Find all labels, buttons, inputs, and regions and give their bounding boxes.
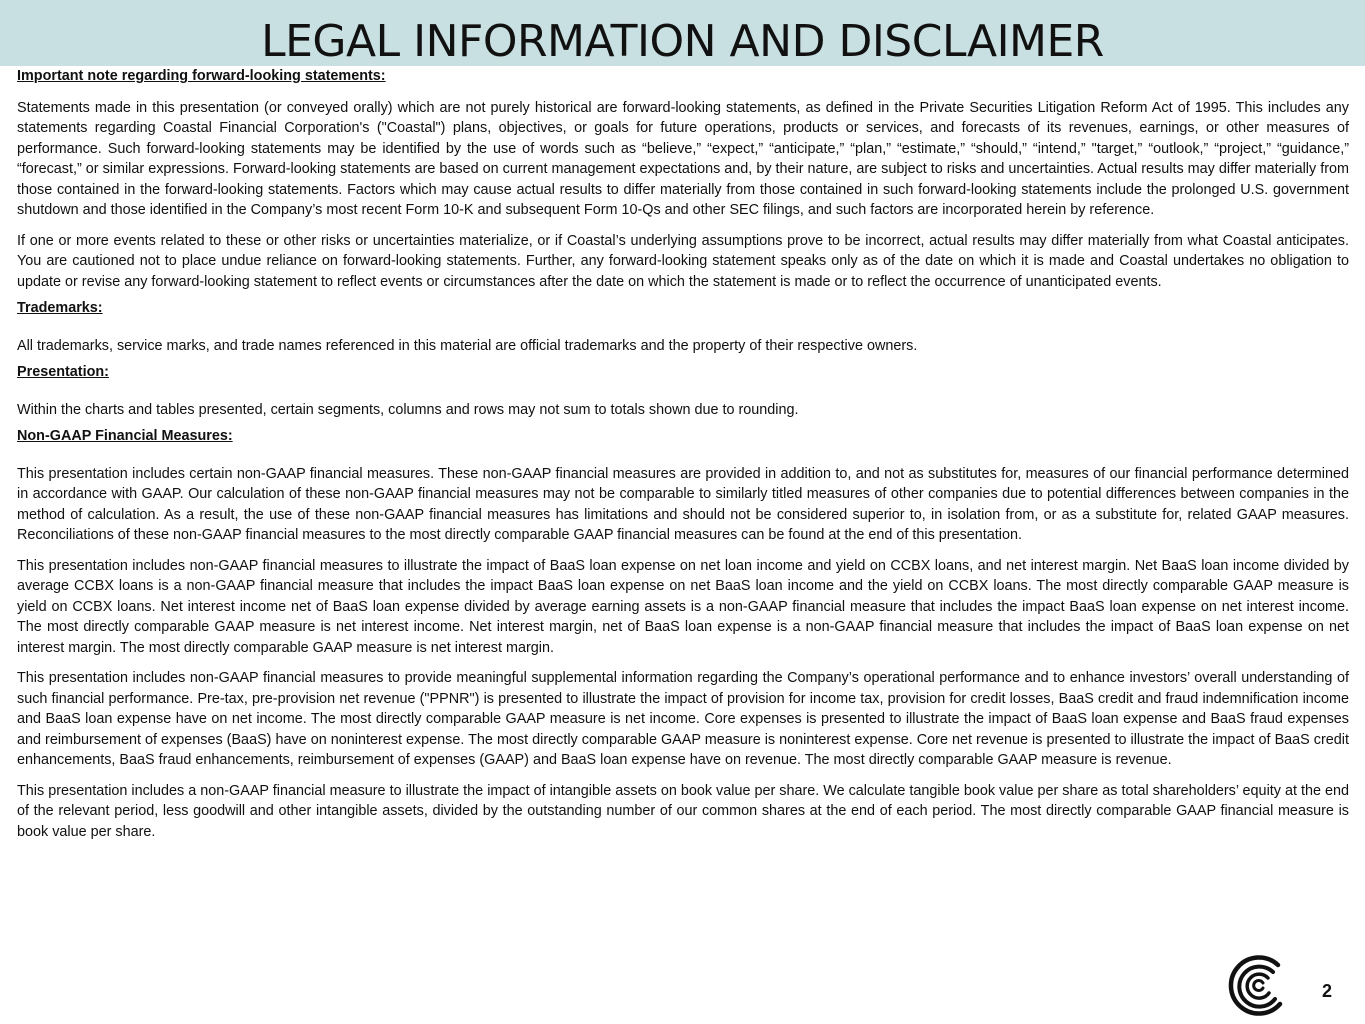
presentation-heading: Presentation:: [17, 364, 109, 380]
page-title: LEGAL INFORMATION AND DISCLAIMER: [261, 16, 1104, 67]
forward-looking-paragraph-2: If one or more events related to these or other risks or uncertainties materialize, or if Coastal’s underlying assumptions prove to be incorrect, actual results may differ materially from what Coastal anticipates. You are cautioned not to place undue reliance on forward-looking statements. Further, any forward-looking statement speaks only as of the date on which it is made and Coastal undertakes no obligation to update or revise any forward-looking statement to reflect events or circumstances after the date on which the statement is made or to reflect the occurrence of unanticipated events.: [17, 232, 1349, 290]
forward-looking-heading: Important note regarding forward-looking statements:: [17, 68, 386, 84]
non-gaap-paragraph-4: This presentation includes a non-GAAP financial measure to illustrate the impact of intangible assets on book value per share. We calculate tangible book value per share as total shareholders’ equity at the end of the relevant period, less goodwill and other intangible assets, divided by the outstanding number of our common shares at the end of each period. The most directly comparable GAAP financial measure is book value per share.: [17, 782, 1349, 840]
trademarks-paragraph: All trademarks, service marks, and trade names referenced in this material are official trademarks and the property of their respective owners.: [17, 337, 918, 354]
non-gaap-paragraph-1: This presentation includes certain non-GAAP financial measures. These non-GAAP financial measures are provided in addition to, and not as substitutes for, measures of our financial performance determined in accordance with GAAP. Our calculation of these non-GAAP financial measures may not be comparable to similarly titled measures of other companies due to potential differences between companies in the method of calculation. As a result, the use of these non-GAAP financial measures has limitations and should not be considered superior to, in isolation from, or as a substitute for, related GAAP measures. Reconciliations of these non-GAAP financial measures to the most directly comparable GAAP financial measures can be found at the end of this presentation.: [17, 465, 1349, 543]
forward-looking-paragraph-1: Statements made in this presentation (or conveyed orally) which are not purely historical are forward-looking statements, as defined in the Private Securities Litigation Reform Act of 1995. This includes any statements regarding Coastal Financial Corporation's ("Coastal") plans, objectives, or goals for future operations, products or services, and forecasts of its revenues, earnings, or other measures of performance. Such forward-looking statements may be identified by the use of words such as “believe,” “expect,” “anticipate,” “plan,” “estimate,” “should,” “intend,” "target,” “outlook,” “project,” “guidance,” “forecast,” or similar expressions. Forward-looking statements are based on current management expectations and, by their nature, are subject to risks and uncertainties. Actual results may differ materially from those contained in the forward-looking statements. Factors which may cause actual results to differ materially from those contained in such forward-looking statements include the prolonged U.S. government shutdown and those identified in the Company’s most recent Form 10-K and subsequent Form 10-Qs and other SEC filings, and such factors are incorporated herein by reference.: [17, 99, 1349, 218]
non-gaap-paragraph-2: This presentation includes non-GAAP financial measures to illustrate the impact of BaaS loan expense on net loan income and yield on CCBX loans, and net interest margin. Net BaaS loan income divided by average CCBX loans is a non-GAAP financial measure that includes the impact BaaS loan expense on net BaaS loan income and the yield on CCBX loans. The most directly comparable GAAP measure is yield on CCBX loans. Net interest income net of BaaS loan expense divided by average earning assets is a non-GAAP financial measure that includes the impact BaaS loan expense on net interest income. The most directly comparable GAAP measure is net interest income. Net interest margin, net of BaaS loan expense is a non-GAAP financial measure that includes the impact of BaaS loan expense on net interest margin. The most directly comparable GAAP measure is net interest margin.: [17, 557, 1349, 656]
non-gaap-heading: Non-GAAP Financial Measures:: [17, 428, 233, 444]
disclaimer-body: [17, 66, 1349, 842]
page-number: 2: [1322, 981, 1333, 1001]
trademarks-heading: Trademarks:: [17, 300, 103, 316]
presentation-paragraph: Within the charts and tables presented, certain segments, columns and rows may not sum to totals shown due to rounding.: [17, 401, 799, 418]
non-gaap-paragraph-3: This presentation includes non-GAAP financial measures to provide meaningful supplemental information regarding the Company’s operational performance and to enhance investors’ overall understanding of such financial performance. Pre-tax, pre-provision net revenue ("PPNR") is presented to illustrate the impact of provision for income tax, provision for credit losses, BaaS credit and fraud indemnification income and BaaS loan expense have on net income. The most directly comparable GAAP measure is net income. Core expenses is presented to illustrate the impact of BaaS loan expense and BaaS fraud expenses and reimbursement of expenses (BaaS) have on noninterest expense. The most directly comparable GAAP measure is noninterest expense. Core net revenue is presented to illustrate the impact of BaaS credit enhancements, BaaS fraud enhancements, reimbursement of expenses (GAAP) and BaaS loan expense have on revenue. The most directly comparable GAAP measure is revenue.: [17, 670, 1349, 768]
coastal-logo-icon: [1227, 954, 1289, 1016]
